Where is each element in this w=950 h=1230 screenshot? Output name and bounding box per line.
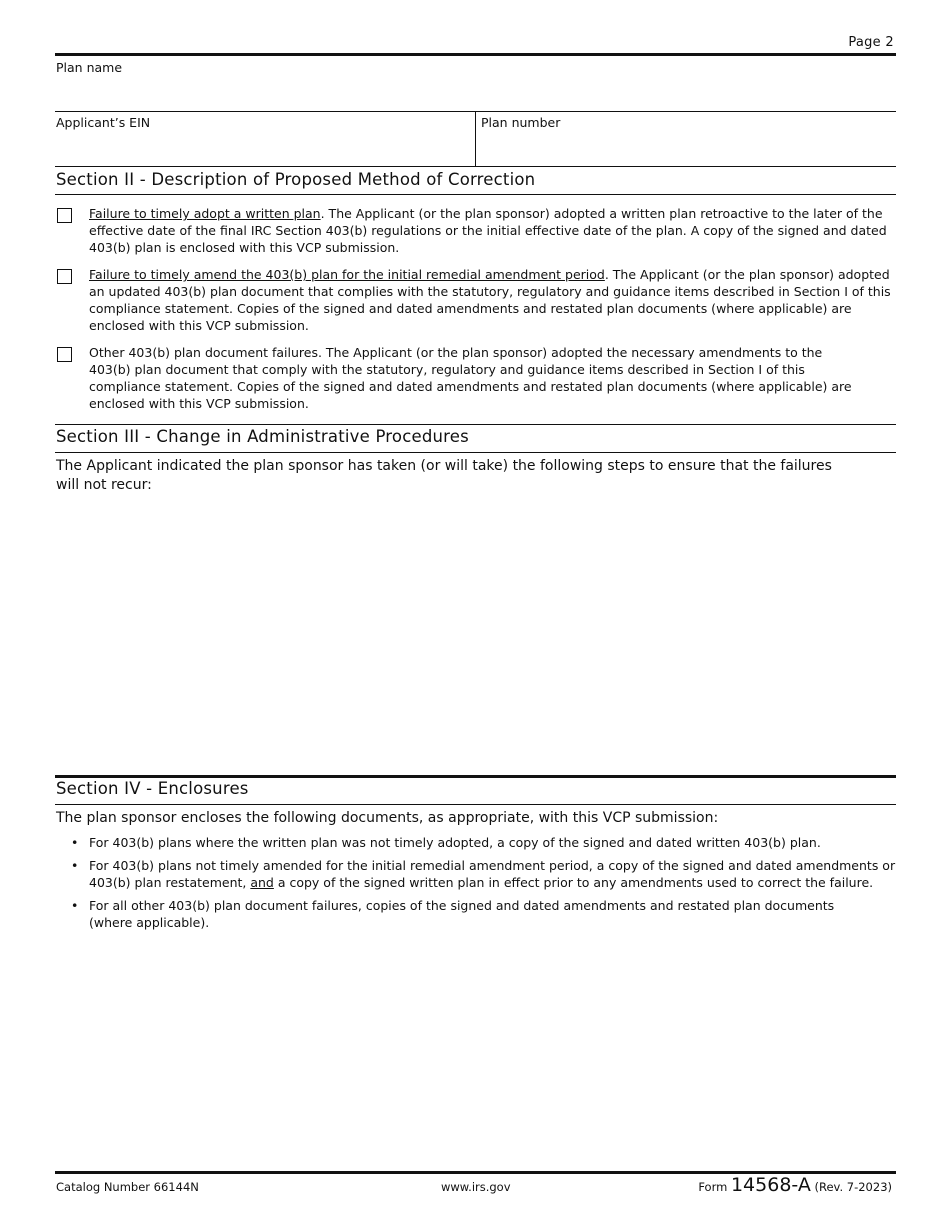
option-1-text bbox=[89, 205, 896, 256]
section2-header-rule bbox=[55, 194, 896, 195]
ein-input[interactable] bbox=[56, 137, 470, 163]
enclosure-item-2-text-b: a copy of the signed written plan in effect prior to any amendments used to correct the failure. bbox=[273, 875, 874, 890]
enclosures-list bbox=[71, 834, 896, 937]
option-2-text bbox=[89, 266, 896, 334]
section-3-title: Section III - Change in Administrative Procedures bbox=[56, 427, 469, 446]
section-2-title: Section II - Description of Proposed Method of Correction bbox=[56, 170, 536, 189]
section4-header-rule bbox=[55, 804, 896, 805]
field-divider bbox=[475, 112, 476, 167]
bullet-marker: • bbox=[71, 898, 79, 913]
catalog-number: Catalog Number 66144N bbox=[56, 1180, 199, 1194]
option-1-checkbox[interactable] bbox=[57, 208, 72, 223]
section-4-title: Section IV - Enclosures bbox=[56, 779, 249, 798]
plan-number-input[interactable] bbox=[481, 137, 895, 163]
form-identifier bbox=[698, 1174, 892, 1196]
bullet-marker: • bbox=[71, 858, 79, 873]
section2-top-rule bbox=[55, 166, 896, 167]
enclosure-item-3-text: For all other 403(b) plan document failures, copies of the signed and dated amendments and restated plan documents (where applicable). bbox=[89, 898, 835, 930]
bullet-marker: • bbox=[71, 835, 79, 850]
option-3-text bbox=[89, 344, 856, 412]
enclosure-item-2-text-a: For 403(b) plans not timely amended for the initial remedial amendment period, a copy of the signed and dated amendments or 403(b) plan restatement, bbox=[89, 858, 896, 890]
form-number: 14568-A bbox=[730, 1174, 811, 1196]
section-3-intro: The Applicant indicated the plan sponsor has taken (or will take) the following steps to ensure that the failures will not recur: bbox=[56, 458, 832, 493]
option-3-checkbox[interactable] bbox=[57, 347, 72, 362]
ein-label: Applicant’s EIN bbox=[56, 115, 151, 130]
option-1-underlined: Failure to timely adopt a written plan bbox=[89, 206, 321, 221]
page-number: Page 2 bbox=[848, 35, 894, 50]
administrative-procedures-input[interactable] bbox=[55, 500, 900, 774]
option-1-body: . The Applicant (or the plan sponsor) adopted a written plan retroactive to the later of the effective date of the final IRC Section 403(b) regulations or the initial effective date of the plan. A copy of the signed and dated 403(b) plan is enclosed with this VCP submission. bbox=[89, 206, 887, 255]
section4-top-rule bbox=[55, 775, 896, 778]
option-3-body: Other 403(b) plan document failures. The Applicant (or the plan sponsor) adopted the necessary amendments to the 403(b) plan document that comply with the statutory, regulatory and guidance items described in Section I of this compliance statement. Copies of the signed and dated amendments and restated plan documents (where applicable) are enclosed with this VCP submission. bbox=[89, 345, 852, 411]
option-2-underlined: Failure to timely amend the 403(b) plan for the initial remedial amendment period bbox=[89, 267, 605, 282]
section-4-intro: The plan sponsor encloses the following documents, as appropriate, with this VCP submission: bbox=[56, 810, 719, 826]
enclosure-item-2-and: and bbox=[250, 875, 274, 890]
enclosure-item-3 bbox=[71, 897, 896, 931]
option-2-body: . The Applicant (or the plan sponsor) adopted an updated 403(b) plan document that complies with the statutory, regulatory and guidance items described in Section I of this compliance statement. Copies of the signed and dated amendments and restated plan documents (where applicable) are enclosed with this VCP submission. bbox=[89, 267, 891, 333]
plan-name-label: Plan name bbox=[56, 60, 123, 75]
website: www.irs.gov bbox=[441, 1180, 511, 1194]
form-revision: (Rev. 7-2023) bbox=[814, 1180, 892, 1194]
section3-header-rule bbox=[55, 452, 896, 453]
enclosure-item-2 bbox=[71, 857, 896, 891]
section3-top-rule bbox=[55, 424, 896, 425]
enclosure-item-1 bbox=[71, 834, 896, 851]
form-prefix: Form bbox=[698, 1180, 728, 1194]
top-rule bbox=[55, 53, 896, 56]
form-page bbox=[55, 0, 896, 1230]
plan-number-label: Plan number bbox=[481, 115, 561, 130]
plan-name-input[interactable] bbox=[56, 82, 895, 108]
option-2-checkbox[interactable] bbox=[57, 269, 72, 284]
enclosure-item-1-text: For 403(b) plans where the written plan was not timely adopted, a copy of the signed and dated written 403(b) plan. bbox=[89, 835, 821, 850]
